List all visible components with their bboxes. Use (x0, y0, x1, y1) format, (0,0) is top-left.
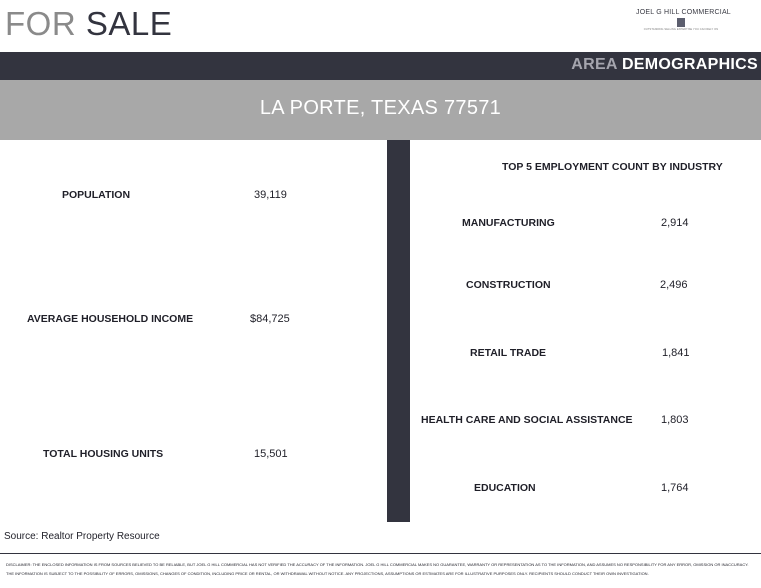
location-title: LA PORTE, TEXAS 77571 (259, 97, 502, 119)
footer-divider (0, 553, 761, 554)
company-logo (636, 8, 731, 44)
industry-value-construction: 2,496 (660, 279, 688, 291)
building-icon (677, 18, 685, 27)
page-header (0, 0, 761, 52)
logo-name: JOEL G HILL COMMERCIAL (636, 9, 731, 16)
industry-value-manufacturing: 2,914 (661, 217, 689, 229)
demographic-label-household-income: AVERAGE HOUSEHOLD INCOME (27, 313, 194, 325)
demographic-value-household-income: $84,725 (250, 313, 290, 325)
demographic-label-housing-units: TOTAL HOUSING UNITS (43, 448, 164, 460)
logo-tagline: OUTSTANDING SELLING EXPERTISE YOU CAN RELY ON (643, 28, 719, 31)
disclaimer-text: DISCLAIMER: THE ENCLOSED INFORMATION IS FROM SOURCES BELIEVED TO BE RELIABLE, BUT JOEL G HILL COMMERCIAL HAS NOT VERIFIED THE ACCURACY OF THE INFORMATION. JOEL G HILL COMMERCIAL MAKES NO GUARANTEE, WARRANTY OR REPRESENTATION AS TO THE INFORMATION, AND ASSUMES NO RESPONSIBILITY FOR ANY ERROR, OMISSION OR INACCURACY. THE INFORMATION IS SUBJECT TO THE POSSIBILITY OF ERRORS, OMISSIONS, CHANGES OF CONDITION, INCLUDING PRICE OR RENTAL, OR WITHDRAWAL WITHOUT NOTICE. ANY PROJECTIONS, ASSUMPTIONS OR ESTIMATES ARE FOR ILLUSTRATIVE PURPOSES ONLY. RECIPIENTS SHOULD CONDUCT THEIR OWN INVESTIGATION. (6, 562, 749, 576)
section-title-part1: AREA (571, 56, 618, 73)
section-banner (0, 52, 761, 80)
industry-value-retail-trade: 1,841 (662, 347, 690, 359)
industry-value-health-care: 1,803 (661, 414, 689, 426)
demographic-label-population: POPULATION (62, 189, 131, 201)
demographic-value-housing-units: 15,501 (254, 448, 288, 460)
page-title-part1: FOR (5, 5, 77, 42)
industry-label-education: EDUCATION (474, 482, 536, 494)
column-divider (387, 140, 410, 522)
demographic-value-population: 39,119 (254, 189, 287, 201)
location-banner (0, 80, 761, 140)
industry-label-construction: CONSTRUCTION (466, 279, 551, 291)
page-title (5, 4, 172, 44)
source-note: Source: Realtor Property Resource (4, 531, 160, 542)
industry-label-health-care: HEALTH CARE AND SOCIAL ASSISTANCE (421, 414, 633, 426)
industry-label-retail-trade: RETAIL TRADE (470, 347, 547, 359)
section-title (571, 56, 758, 74)
industry-label-manufacturing: MANUFACTURING (462, 217, 555, 229)
page-title-part2: SALE (85, 5, 173, 42)
section-title-part2: DEMOGRAPHICS (621, 56, 758, 73)
employment-title: TOP 5 EMPLOYMENT COUNT BY INDUSTRY (502, 161, 723, 173)
industry-value-education: 1,764 (661, 482, 689, 494)
